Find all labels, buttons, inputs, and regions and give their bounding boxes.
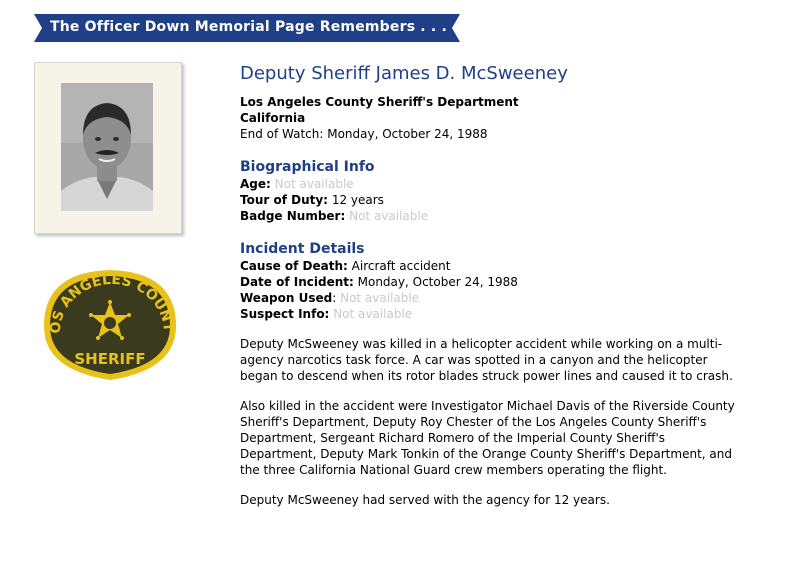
bio-tour: [240, 192, 760, 208]
narrative-paragraph-1: Deputy McSweeney was killed in a helicopter accident while working on a multi-agency narcotics task force. A car was spotted in a canyon and the helicopter began to descend when its rotor blades struck power lines and caused it to crash.: [240, 337, 733, 383]
incident-date-label: Date of Incident:: [240, 275, 354, 289]
officer-name: Deputy Sheriff James D. McSweeney: [240, 63, 568, 84]
badge-top-text: OS ANGELES COUNT: [47, 271, 177, 335]
incident-suspect-value: Not available: [333, 307, 413, 321]
end-of-watch-label: End of Watch:: [240, 127, 324, 141]
end-of-watch: [240, 126, 760, 142]
incident-weapon-colon: :: [332, 291, 337, 305]
bio-age-label: Age:: [240, 177, 271, 191]
officer-photo: [61, 83, 153, 211]
state-name: California: [240, 111, 306, 125]
bio-badge-value: Not available: [349, 209, 429, 223]
incident-cause: [240, 258, 760, 274]
bio-badge-number: [240, 208, 760, 224]
incident-weapon: [240, 290, 760, 306]
department-name: Los Angeles County Sheriff's Department: [240, 95, 519, 109]
bio-badge-label: Badge Number:: [240, 209, 346, 223]
incident-weapon-value: Not available: [340, 291, 420, 305]
bio-section-title: Biographical Info: [240, 159, 375, 175]
memorial-banner: [34, 14, 460, 42]
incident-suspect-label: Suspect Info:: [240, 307, 330, 321]
officer-details: [240, 62, 760, 508]
incident-cause-value: Aircraft accident: [351, 259, 451, 273]
narrative-paragraph-2: Also killed in the accident were Investigator Michael Davis of the Riverside County Sheriff's Department, Deputy Roy Chester of the Los Angeles County Sheriff's Department, Sergeant Richard Romero of the Imperial County Sheriff's Department, Deputy Mark Tonkin of the Orange County Sheriff's Department, and the three California National Guard crew members operating the flight.: [240, 399, 735, 477]
badge-bottom-text: SHERIFF: [74, 350, 146, 368]
incident-weapon-label: Weapon Used: [240, 291, 333, 305]
banner-text: The Officer Down Memorial Page Remembers . . .: [50, 19, 448, 35]
narrative-paragraph-3: Deputy McSweeney had served with the agency for 12 years.: [240, 493, 610, 507]
incident-section-title: Incident Details: [240, 241, 365, 257]
incident-cause-label: Cause of Death:: [240, 259, 348, 273]
bio-age: [240, 176, 760, 192]
incident-date: [240, 274, 760, 290]
bio-tour-label: Tour of Duty:: [240, 193, 328, 207]
sheriff-badge-patch: [38, 266, 182, 384]
end-of-watch-value: Monday, October 24, 1988: [327, 127, 488, 141]
officer-photo-frame: [34, 62, 182, 234]
incident-suspect: [240, 306, 760, 322]
incident-date-value: Monday, October 24, 1988: [357, 275, 518, 289]
bio-tour-value: 12 years: [331, 193, 384, 207]
bio-age-value: Not available: [274, 177, 354, 191]
